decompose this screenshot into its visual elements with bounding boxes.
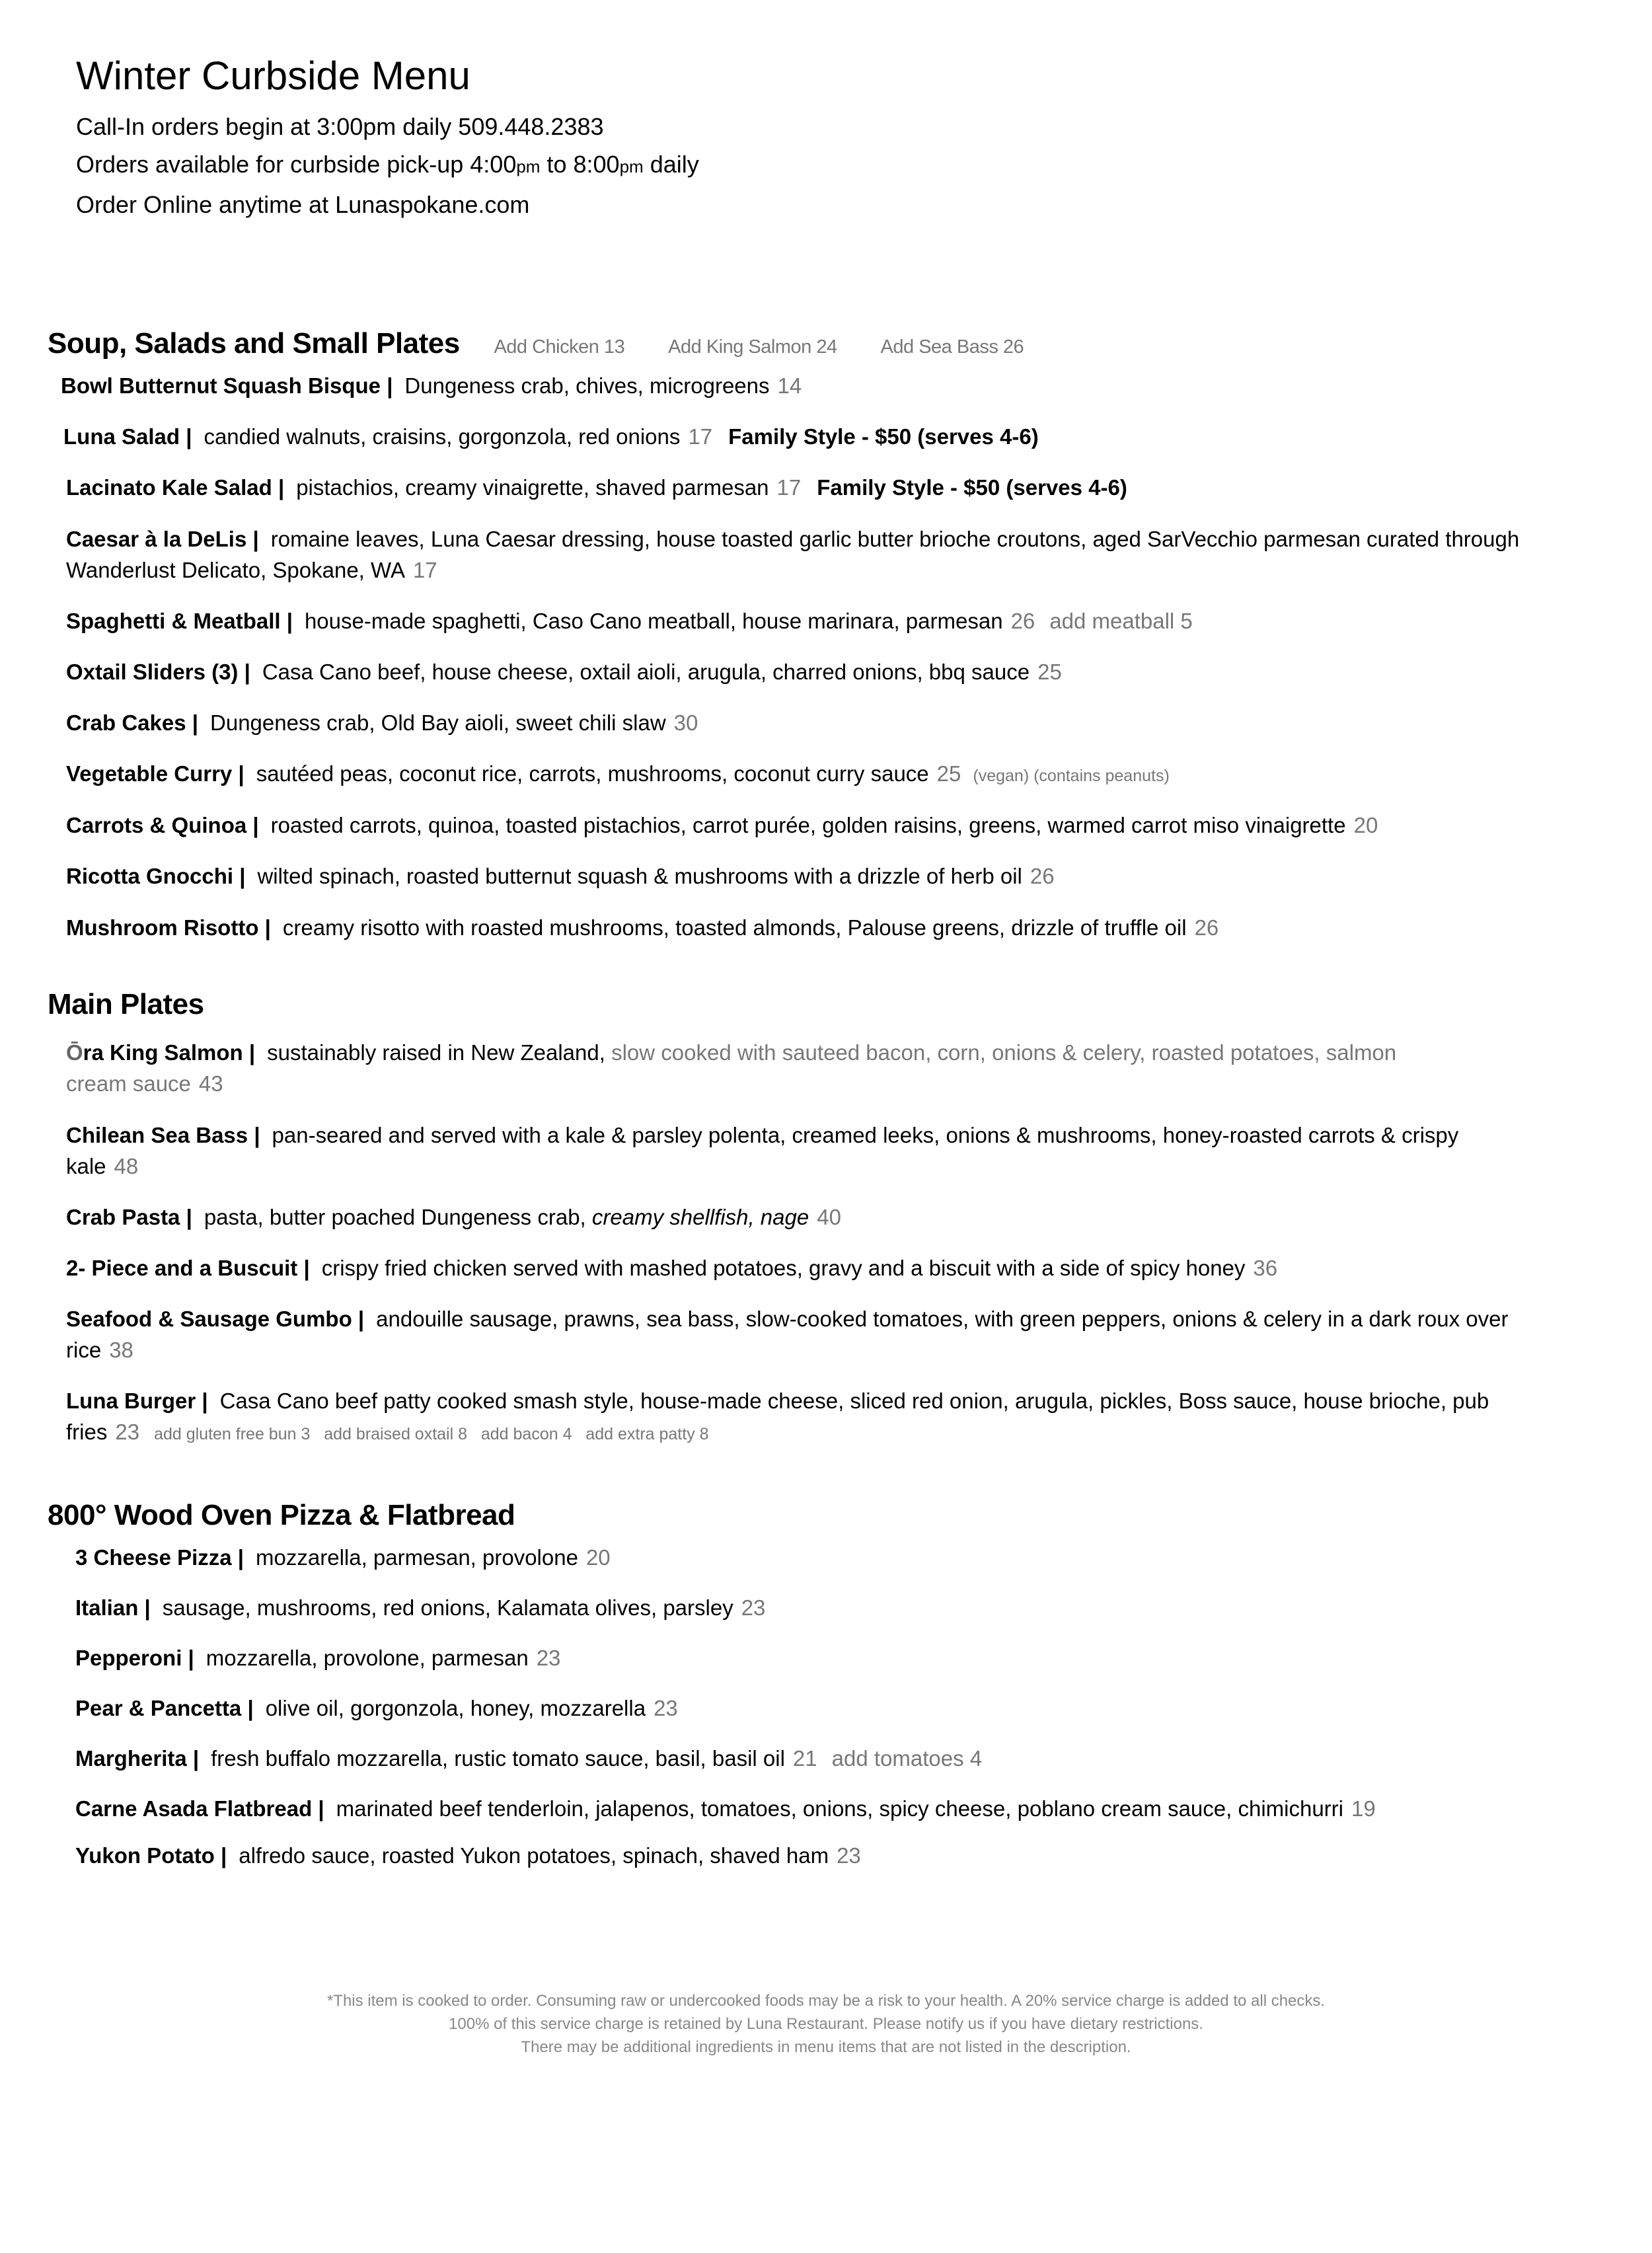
menu-item: Bowl Butternut Squash Bisque | Dungeness crab, chives, microgreens 14 <box>61 373 802 398</box>
menu-item: Spaghetti & Meatball | house-made spaghetti, Caso Cano meatball, house marinara, parmesan 26 add meatball 5 <box>66 609 1193 633</box>
footer-line: *This item is cooked to order. Consuming raw or undercooked foods may be a risk to your health. A 20% service charge is added to all checks. <box>326 1992 1326 2010</box>
menu-item: Carrots & Quinoa | roasted carrots, quinoa, toasted pistachios, carrot purée, golden raisins, greens, warmed carrot miso vinaigrette 20 <box>66 813 1378 837</box>
online-order-info: Order Online anytime at Lunaspokane.com <box>76 191 530 218</box>
call-in-info: Call-In orders begin at 3:00pm daily 509.448.2383 <box>76 113 604 140</box>
menu-title: Winter Curbside Menu <box>76 54 470 98</box>
menu-item: Pepperoni | mozzarella, provolone, parmesan 23 <box>75 1646 561 1670</box>
menu-item: 3 Cheese Pizza | mozzarella, parmesan, provolone 20 <box>75 1545 611 1570</box>
section-title: Main Plates <box>48 988 204 1020</box>
menu-item: Chilean Sea Bass | pan-seared and served with a kale & parsley polenta, creamed leeks, onions & mushrooms, honey-roasted carrots & crispy kale 48 <box>66 1123 1459 1178</box>
menu-item: Luna Burger | Casa Cano beef patty cooked smash style, house-made cheese, sliced red onion, arugula, pickles, Boss sauce, house brioche, pub fries 23 add gluten free bun 3 add braised oxtail 8 add bacon 4 add extra patty 8 <box>66 1389 1489 1444</box>
section-soup-salads <box>48 327 1534 360</box>
menu-item: Luna Salad | candied walnuts, craisins, gorgonzola, red onions 17 Family Style - $50 (serves 4-6) <box>63 424 1039 449</box>
pickup-info: Orders available for curbside pick-up 4:00pm to 8:00pm daily <box>76 151 699 178</box>
menu-item: Margherita | fresh buffalo mozzarella, rustic tomato sauce, basil, basil oil 21 add tomatoes 4 <box>75 1746 983 1771</box>
menu-item: Caesar à la DeLis | romaine leaves, Luna Caesar dressing, house toasted garlic butter brioche croutons, aged SarVecchio parmesan curated through Wanderlust Delicato, Spokane, WA 17 <box>66 527 1520 582</box>
footer-line: There may be additional ingredients in menu items that are not listed in the description. <box>521 2038 1131 2056</box>
menu-header <box>76 53 699 223</box>
add-ons: Add Chicken 13 Add King Salmon 24 Add Sea Bass 26 <box>494 336 1024 358</box>
menu-item: Seafood & Sausage Gumbo | andouille sausage, prawns, sea bass, slow-cooked tomatoes, with green peppers, onions & celery in a dark roux over rice 38 <box>66 1307 1509 1362</box>
menu-item: Pear & Pancetta | olive oil, gorgonzola, honey, mozzarella 23 <box>75 1696 678 1720</box>
menu-item: Carne Asada Flatbread | marinated beef tenderloin, jalapenos, tomatoes, onions, spicy cheese, poblano cream sauce, chimichurri 19 <box>75 1796 1376 1821</box>
menu-item: Ōra King Salmon | sustainably raised in New Zealand, slow cooked with sauteed bacon, corn, onions & celery, roasted potatoes, salmon cream sauce 43 <box>66 1040 1397 1096</box>
section-title: 800° Wood Oven Pizza & Flatbread <box>48 1499 515 1531</box>
menu-item: Yukon Potato | alfredo sauce, roasted Yukon potatoes, spinach, shaved ham 23 <box>75 1843 861 1868</box>
menu-item: Ricotta Gnocchi | wilted spinach, roasted butternut squash & mushrooms with a drizzle of herb oil 26 <box>66 864 1055 888</box>
section-pizza <box>48 1499 1534 1532</box>
footer-line: 100% of this service charge is retained by Luna Restaurant. Please notify us if you have dietary restrictions. <box>449 2015 1203 2033</box>
menu-item: Italian | sausage, mushrooms, red onions, Kalamata olives, parsley 23 <box>75 1595 766 1620</box>
menu-footer <box>0 1989 1652 2059</box>
section-main-plates <box>48 988 1534 1021</box>
menu-item: Vegetable Curry | sautéed peas, coconut rice, carrots, mushrooms, coconut curry sauce 25 (vegan) (contains peanuts) <box>66 761 1170 786</box>
menu-item: Oxtail Sliders (3) | Casa Cano beef, house cheese, oxtail aioli, arugula, charred onions, bbq sauce 25 <box>66 660 1062 684</box>
menu-item: Mushroom Risotto | creamy risotto with roasted mushrooms, toasted almonds, Palouse greens, drizzle of truffle oil 26 <box>66 915 1219 940</box>
menu-item: 2- Piece and a Buscuit | crispy fried chicken served with mashed potatoes, gravy and a biscuit with a side of spicy honey 36 <box>66 1256 1278 1280</box>
menu-item: Lacinato Kale Salad | pistachios, creamy vinaigrette, shaved parmesan 17 Family Style - $50 (serves 4-6) <box>66 475 1127 500</box>
section-title: Soup, Salads and Small Plates Add Chicken 13 Add King Salmon 24 Add Sea Bass 26 <box>48 327 1534 360</box>
menu-item: Crab Cakes | Dungeness crab, Old Bay aioli, sweet chili slaw 30 <box>66 710 698 735</box>
menu-item: Crab Pasta | pasta, butter poached Dungeness crab, creamy shellfish, nage 40 <box>66 1205 841 1229</box>
